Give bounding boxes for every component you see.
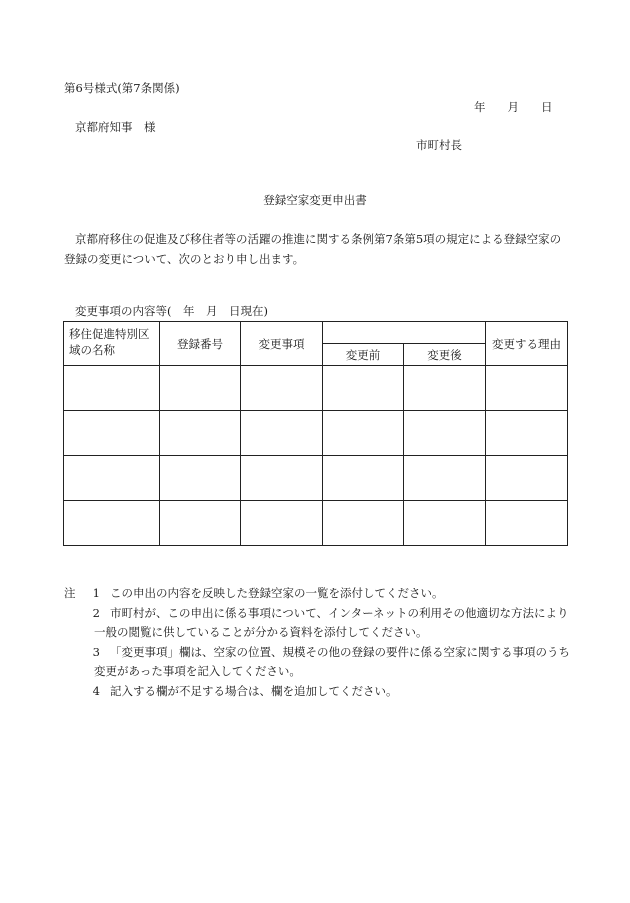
table-cell[interactable]	[241, 456, 323, 501]
note-text: 変更があった事項を記入してください。	[94, 664, 301, 678]
date-line	[474, 99, 553, 115]
note-line	[64, 662, 570, 682]
table-cell[interactable]	[486, 366, 568, 411]
note-line	[64, 643, 570, 663]
table-cell[interactable]	[486, 411, 568, 456]
table-cell[interactable]	[323, 366, 404, 411]
table-cell[interactable]	[160, 501, 241, 546]
header-reason: 変更する理由	[486, 322, 568, 366]
body-paragraph: 京都府移住の促進及び移住者等の活躍の推進に関する条例第7条第5項の規定による登録空家の登録の変更について、次のとおり申し出ます。	[64, 232, 562, 266]
header-area-name: 移住促進特別区域の名称	[64, 322, 160, 366]
table-row	[64, 366, 568, 411]
header-change-item: 変更事項	[241, 322, 323, 366]
note-text: この申出の内容を反映した登録空家の一覧を添付してください。	[110, 586, 444, 600]
note-number: 2	[92, 605, 100, 620]
table-cell[interactable]	[64, 366, 160, 411]
table-header-row	[64, 322, 568, 344]
table-cell[interactable]	[64, 501, 160, 546]
table-cell[interactable]	[486, 501, 568, 546]
note-text: 記入する欄が不足する場合は、欄を追加してください。	[110, 683, 398, 698]
table-caption: 変更事項の内容等( 年 月 日現在)	[75, 304, 268, 318]
header-before: 変更前	[323, 344, 404, 366]
note-number: 3	[92, 644, 100, 659]
note-line	[64, 604, 570, 624]
note-line	[64, 682, 570, 702]
table-cell[interactable]	[160, 366, 241, 411]
date-year: 年	[474, 100, 486, 114]
table-row	[64, 501, 568, 546]
table-cell[interactable]	[404, 366, 486, 411]
table-cell[interactable]	[241, 501, 323, 546]
note-text: 市町村が、この申出に係る事項について、インターネットの利用その他適切な方法により	[110, 605, 569, 620]
table-cell[interactable]	[160, 411, 241, 456]
table-cell[interactable]	[486, 456, 568, 501]
table-row	[64, 456, 568, 501]
note-number: 1	[92, 586, 100, 600]
table-cell[interactable]	[404, 501, 486, 546]
table-cell[interactable]	[323, 501, 404, 546]
header-after: 変更後	[404, 344, 486, 366]
notes	[64, 584, 570, 701]
change-table	[63, 321, 568, 546]
header-registration-number: 登録番号	[160, 322, 241, 366]
note-line	[64, 623, 570, 643]
table-cell[interactable]	[64, 456, 160, 501]
note-text: 「変更事項」欄は、空家の位置、規模その他の登録の要件に係る空家に関する事項のうち	[110, 644, 570, 659]
header-change-group	[323, 322, 486, 344]
table-cell[interactable]	[323, 411, 404, 456]
note-prefix: 注	[64, 586, 76, 600]
table-cell[interactable]	[404, 411, 486, 456]
note-number: 4	[92, 683, 100, 698]
sender: 市町村長	[416, 138, 462, 152]
table-cell[interactable]	[323, 456, 404, 501]
form-number: 第6号様式(第7条関係)	[64, 81, 180, 95]
date-month: 月	[507, 100, 519, 114]
table-cell[interactable]	[241, 366, 323, 411]
table-cell[interactable]	[241, 411, 323, 456]
table-body	[64, 366, 568, 546]
note-text: 一般の閲覧に供していることが分かる資料を添付してください。	[94, 625, 428, 639]
table-cell[interactable]	[64, 411, 160, 456]
note-line	[64, 584, 570, 604]
table-cell[interactable]	[160, 456, 241, 501]
addressee: 京都府知事 様	[75, 120, 156, 134]
document-title: 登録空家変更申出書	[263, 193, 367, 207]
date-day: 日	[541, 100, 553, 114]
table-cell[interactable]	[404, 456, 486, 501]
table-row	[64, 411, 568, 456]
